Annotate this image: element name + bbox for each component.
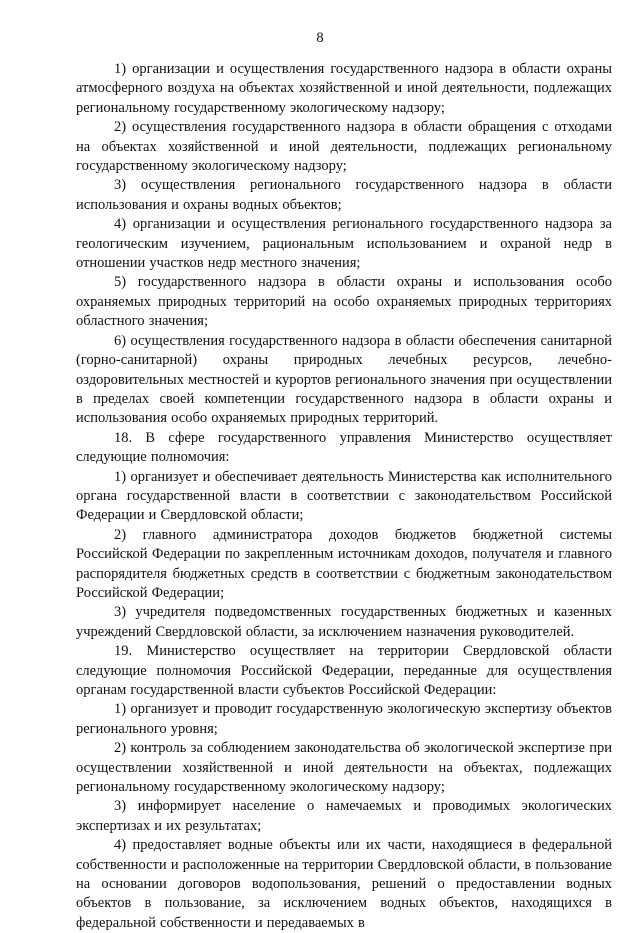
paragraph: 5) государственного надзора в области охраны и использования особо охраняемых природных территорий на особо охраняемых природных территориях областного значения; [76,274,612,330]
page-number: 8 [316,30,324,46]
paragraph: 3) информирует население о намечаемых и проводимых экологических экспертизах и их результатах; [76,798,612,834]
paragraph: 1) организует и обеспечивает деятельность Министерства как исполнительного органа государственной власти в соответствии с законодательством Российской Федерации и Свердловской области; [76,468,612,524]
paragraph: 2) контроль за соблюдением законодательства об экологической экспертизе при осуществлении хозяйственной и иной деятельности на объектах, подлежащих региональному государственному экологическому надзору; [76,740,612,796]
paragraph: 1) организует и проводит государственную экологическую экспертизу объектов регионального уровня; [76,701,612,737]
section-paragraph: 19. Министерство осуществляет на территории Свердловской области следующие полномочия Российской Федерации, переданные для осуществления органам государственной власти субъектов Российской Федерации: [76,643,612,698]
paragraph: 1) организации и осуществления государственного надзора в области охраны атмосферного воздуха на объектах хозяйственной и иной деятельности, подлежащих региональному государственному экологическому надзору; [76,61,612,116]
paragraph: 3) учредителя подведомственных государственных бюджетных и казенных учреждений Свердловской области, за исключением назначения руководителей. [76,604,612,640]
paragraph: 6) осуществления государственного надзора в области обеспечения санитарной (горно-санитарной) охраны природных лечебных ресурсов, лечебно-оздоровительных местностей и курортов регионального значения при осуществлении в пределах своей компетенции государственного надзора в области охраны и использования особо охраняемых природных территорий. [76,332,612,427]
paragraph: 3) осуществления регионального государственного надзора в области использования и охраны водных объектов; [76,177,612,213]
paragraph: 2) осуществления государственного надзора в области обращения с отходами на объектах хозяйственной и иной деятельности, подлежащих региональному государственному экологическому надзору; [76,119,612,175]
paragraph: 4) организации и осуществления регионального государственного надзора за геологическим изучением, рациональным использованием и охраной недр в отношении участков недр местного значения; [76,216,612,272]
paragraph: 2) главного администратора доходов бюджетов бюджетной системы Российской Федерации по закрепленным источникам доходов, получателя и главного распорядителя бюджетных средств в соответствии с бюджетным законодательством Российской Федерации; [76,526,612,601]
document-body [76,60,612,933]
section-paragraph: 18. В сфере государственного управления Министерство осуществляет следующие полномочия: [76,429,612,466]
paragraph: 4) предоставляет водные объекты или их части, находящиеся в федеральной собственности и расположенные на территории Свердловской области, в пользование на основании договоров водопользования, решений о предоставлении водных объектов в пользование, за исключением водных объектов, находящихся в федеральной собственности и передаваемых в [76,837,612,931]
